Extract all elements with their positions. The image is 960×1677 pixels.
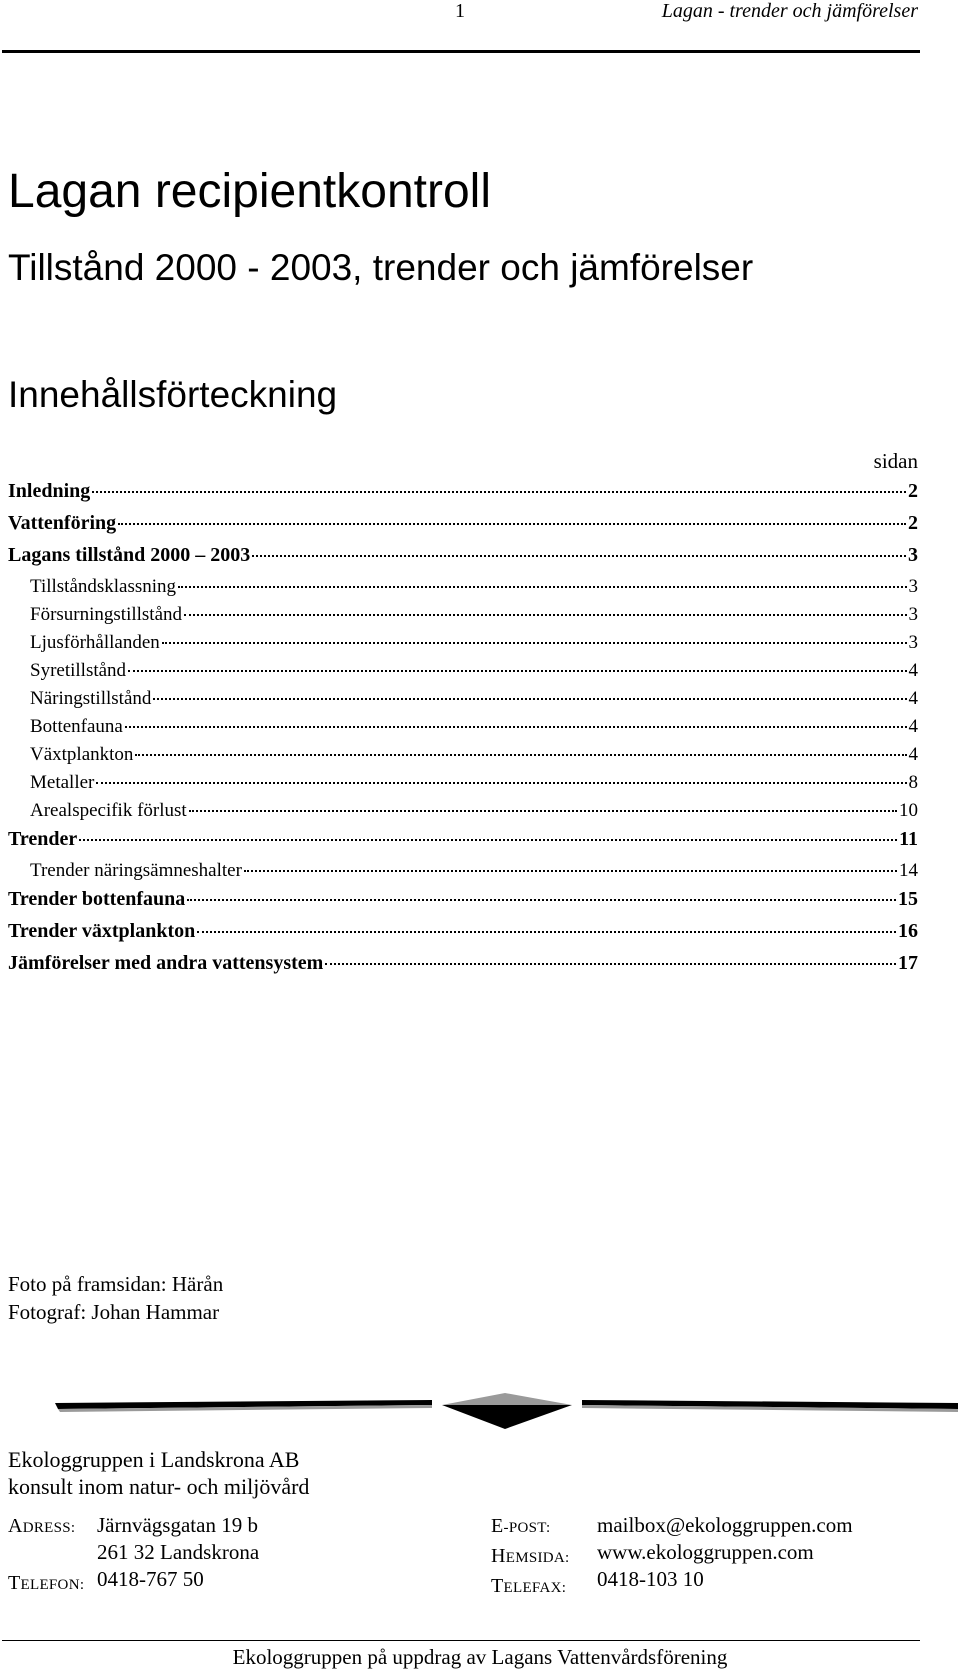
toc-entry-page: 3 (908, 544, 918, 566)
footer-rule (2, 1640, 920, 1641)
toc-entry-label: Lagans tillstånd 2000 – 2003 (8, 544, 251, 566)
toc-entry-page: 4 (908, 660, 918, 681)
toc-entry-label: Arealspecifik förlust (30, 800, 187, 821)
toc-page-column-label: sidan (873, 449, 918, 473)
divider-center-diamond-bottom (442, 1405, 572, 1429)
toc-entry-label: Försurningstillstånd (30, 604, 183, 625)
company-name: Ekologgruppen i Landskrona AB (8, 1447, 300, 1472)
toc-entry-label: Metaller (30, 772, 95, 793)
photo-credit (8, 1270, 223, 1326)
toc-dot-leader (79, 819, 897, 841)
photo-credit-line: Foto på framsidan: Härån (8, 1272, 224, 1296)
toc-dot-leader (135, 735, 906, 756)
address-label-block (8, 1512, 84, 1599)
footer-text: Ekologgruppen på uppdrag av Lagans Vattenvårdsförening (232, 1645, 728, 1669)
address-label: ADRESS: (8, 1515, 76, 1537)
toc-heading: Innehållsförteckning (8, 374, 338, 415)
toc-entry-page: 3 (908, 604, 918, 625)
photographer-line: Fotograf: Johan Hammar (8, 1300, 220, 1324)
toc-entry-page: 17 (898, 952, 918, 974)
toc-dot-leader (252, 535, 906, 557)
toc-entry-label: Vattenföring (8, 512, 117, 534)
divider-center-diamond-top (442, 1393, 572, 1405)
fax-value: 0418-103 10 (597, 1567, 704, 1591)
toc-entry-page: 8 (908, 772, 918, 793)
toc-entry[interactable] (8, 947, 918, 979)
toc-entry-label: Trender näringsämneshalter (30, 860, 242, 881)
toc-dot-leader (189, 791, 897, 812)
toc-dot-leader (96, 763, 906, 784)
toc-entry-page: 3 (908, 632, 918, 653)
email-label: E-POST: (491, 1515, 551, 1537)
toc-entry-label: Bottenfauna (30, 716, 123, 737)
toc-dot-leader (325, 943, 896, 965)
toc-dot-leader (162, 623, 907, 644)
address-line2: 261 32 Landskrona (97, 1540, 260, 1564)
toc-entry-page: 10 (899, 800, 918, 821)
website-value: www.ekologgruppen.com (597, 1540, 814, 1564)
toc-entry-page: 14 (899, 860, 918, 881)
document-title: Lagan recipientkontroll (8, 165, 491, 218)
toc-dot-leader (244, 851, 897, 872)
toc-entry-label: Inledning (8, 480, 91, 502)
toc-entry-page: 4 (908, 688, 918, 709)
toc-entry-page: 4 (908, 716, 918, 737)
toc-entry-page: 15 (898, 888, 918, 910)
email-value: mailbox@ekologgruppen.com (597, 1513, 853, 1537)
phone-value: 0418-767 50 (97, 1567, 204, 1591)
toc-dot-leader (125, 707, 907, 728)
toc-entry-label: Trender bottenfauna (8, 888, 186, 910)
email-value-block (597, 1512, 853, 1593)
toc-dot-leader (92, 471, 906, 493)
toc-dot-leader (118, 503, 906, 525)
toc-entry-page: 16 (898, 920, 918, 942)
phone-label: TELEFON: (8, 1572, 85, 1594)
toc-entry-label: Jämförelser med andra vattensystem (8, 952, 324, 974)
toc-entry-page: 4 (908, 744, 918, 765)
address-value-block (97, 1512, 259, 1593)
toc-entry-page: 11 (899, 828, 918, 850)
website-label: HEMSIDA: (491, 1545, 570, 1567)
decorative-divider (0, 1385, 960, 1435)
toc-entry-label: Trender (8, 828, 78, 850)
toc-dot-leader (153, 679, 906, 700)
toc-entry-label: Näringstillstånd (30, 688, 152, 709)
running-title: Lagan - trender och jämförelser (661, 0, 918, 22)
email-label-block (491, 1512, 570, 1602)
toc-entry-page: 2 (908, 480, 918, 502)
toc-dot-leader (178, 567, 906, 588)
table-of-contents (8, 475, 918, 979)
company-block (8, 1446, 309, 1500)
toc-entry-label: Trender växtplankton (8, 920, 196, 942)
header-rule (2, 50, 920, 53)
toc-entry-label: Växtplankton (30, 744, 134, 765)
toc-dot-leader (128, 651, 906, 672)
toc-dot-leader (197, 911, 896, 933)
toc-dot-leader (184, 595, 906, 616)
address-line1: Järnvägsgatan 19 b (97, 1513, 258, 1537)
toc-entry-page: 2 (908, 512, 918, 534)
company-tagline: konsult inom natur- och miljövård (8, 1474, 310, 1499)
toc-dot-leader (187, 879, 896, 901)
toc-entry-label: Tillståndsklassning (30, 576, 177, 597)
toc-entry-page: 3 (908, 576, 918, 597)
fax-label: TELEFAX: (491, 1575, 567, 1597)
document-subtitle: Tillstånd 2000 - 2003, trender och jämförelser (8, 247, 754, 288)
toc-entry-label: Ljusförhållanden (30, 632, 160, 653)
toc-entry-label: Syretillstånd (30, 660, 127, 681)
page-number: 1 (455, 0, 465, 22)
